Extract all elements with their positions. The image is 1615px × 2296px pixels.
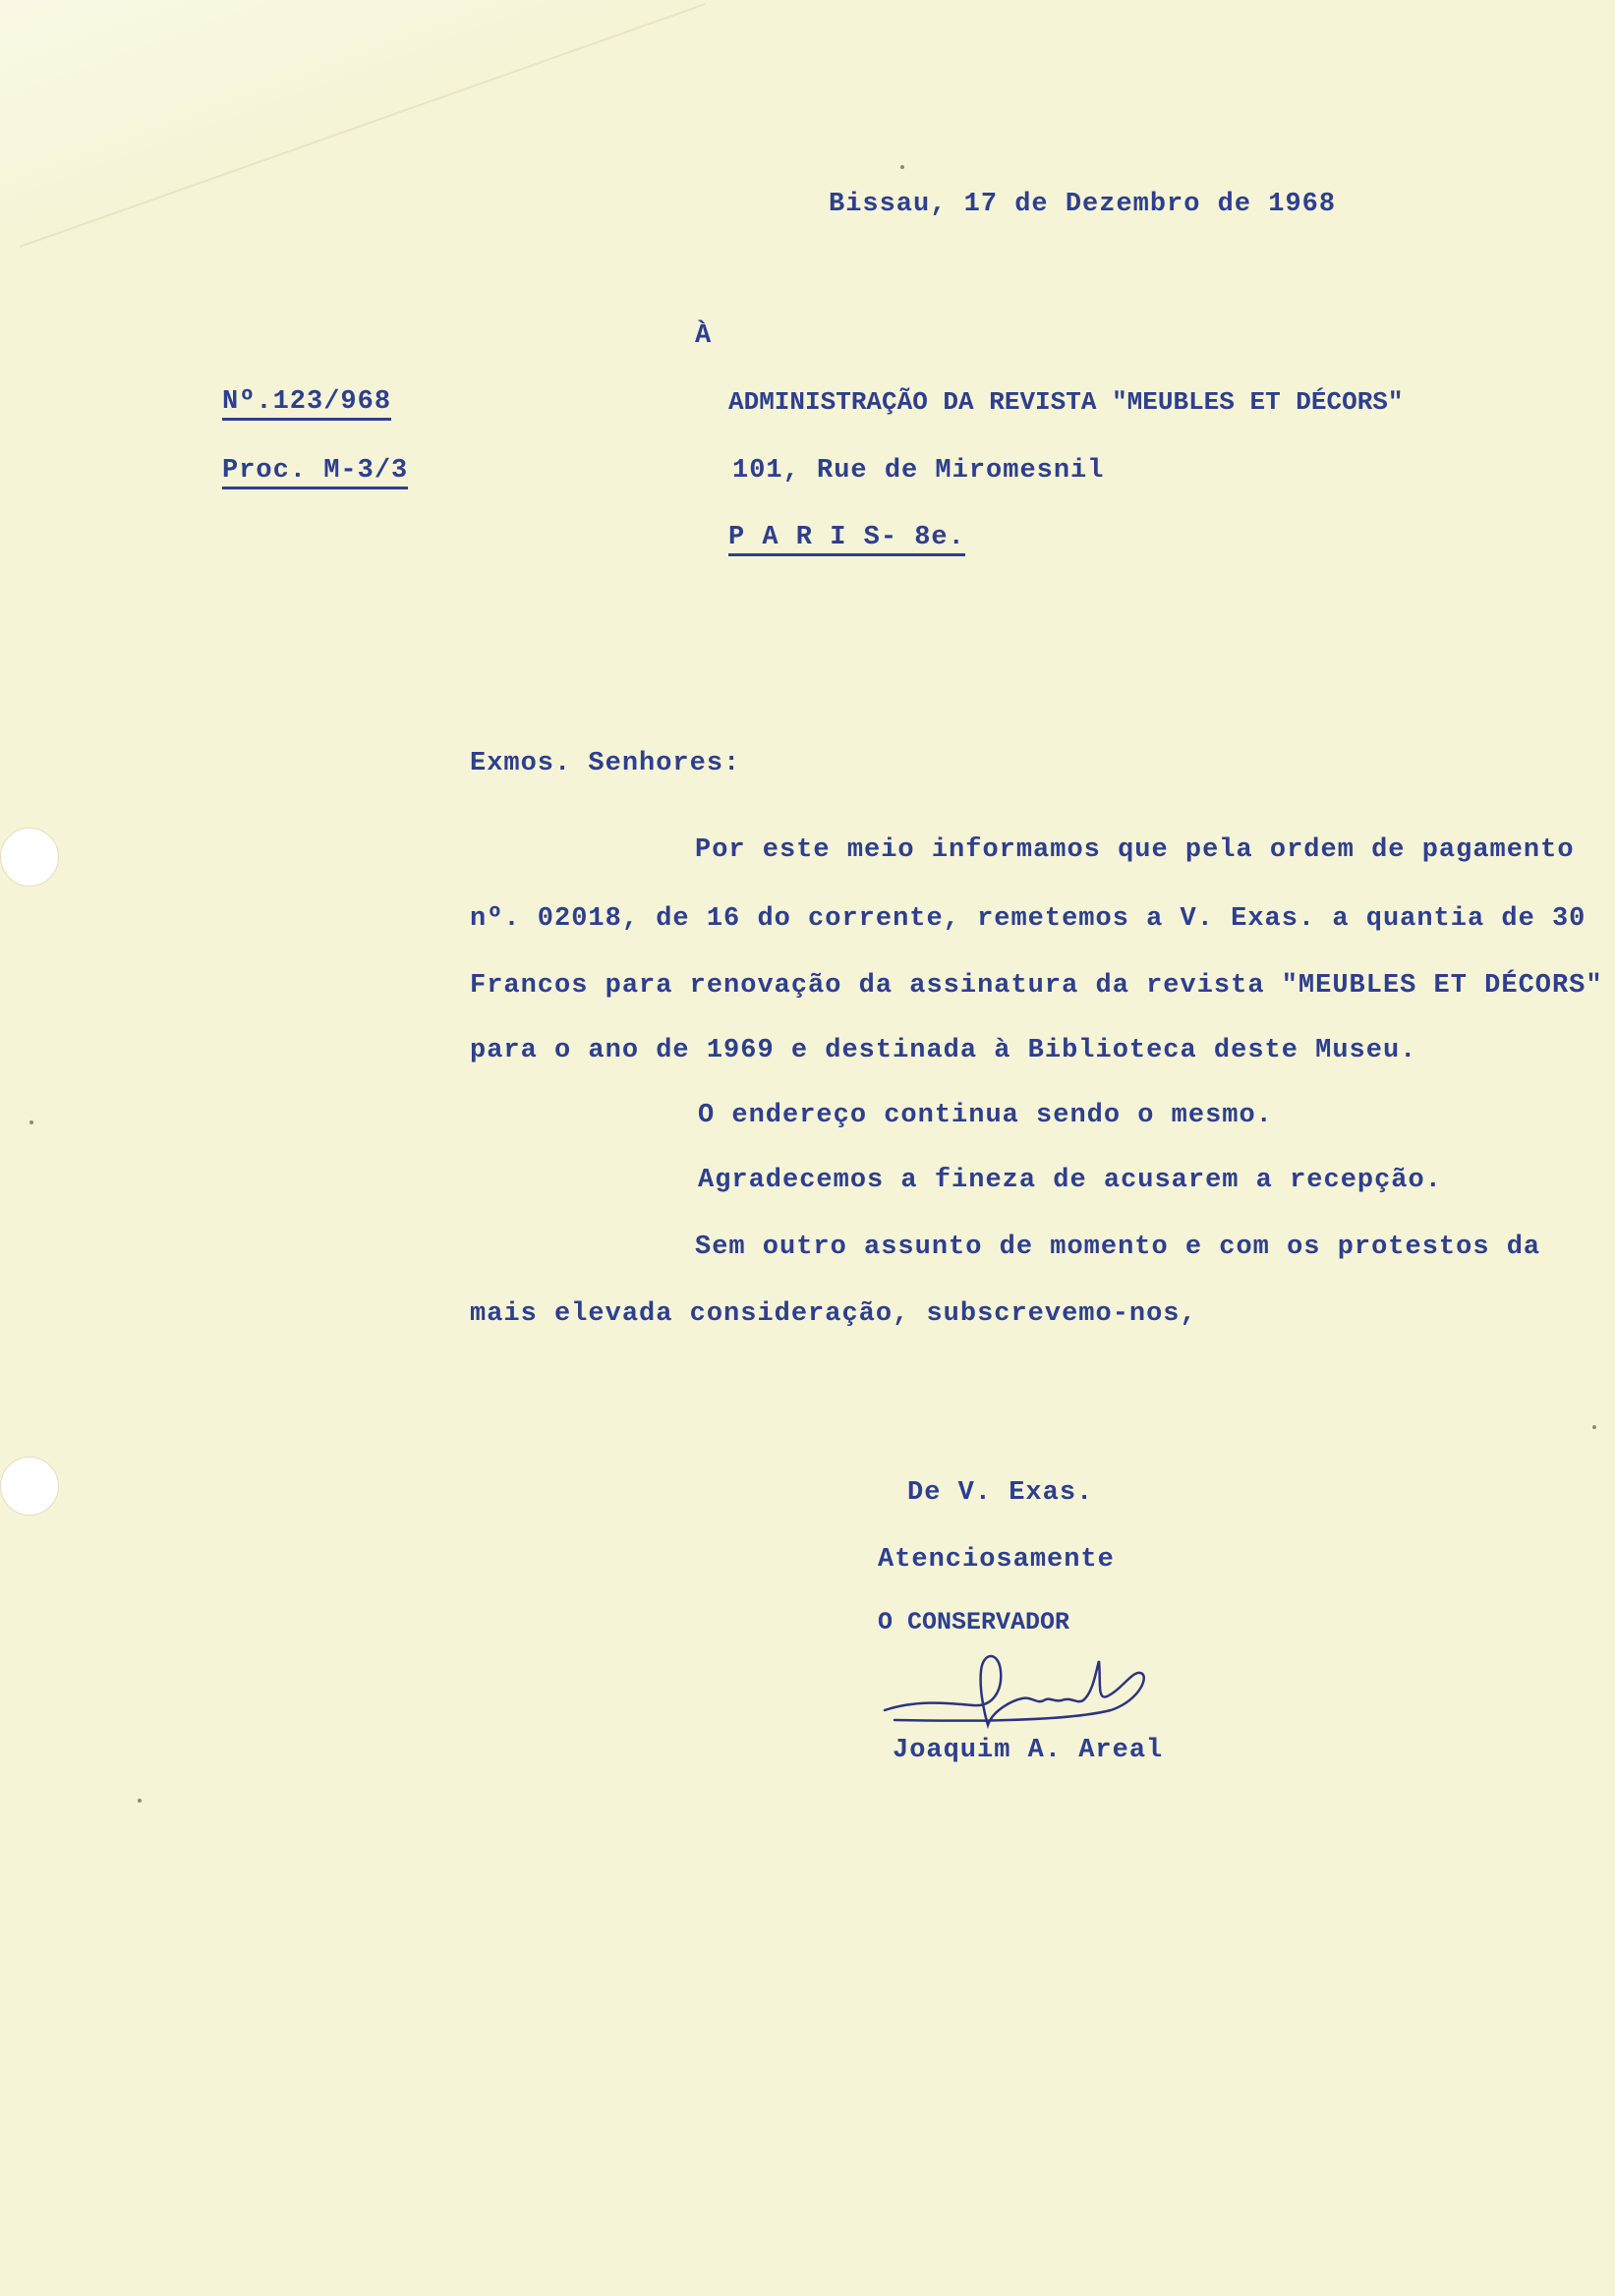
salutation: Exmos. Senhores: [470,749,741,778]
body-line: O endereço continua sendo o mesmo. [698,1101,1273,1130]
signatory-name: Joaquim A. Areal [893,1736,1164,1765]
paper-speck [1592,1425,1596,1429]
body-line: Sem outro assunto de momento e com os protestos da [695,1233,1541,1262]
recipient-name: ADMINISTRAÇÃO DA REVISTA "MEUBLES ET DÉCORS" [728,387,1404,417]
body-line: mais elevada consideração, subscrevemo-nos, [470,1299,1197,1329]
handwritten-signature [875,1632,1170,1740]
recipient-street: 101, Rue de Miromesnil [732,456,1105,486]
punch-hole-lower [0,1457,59,1516]
paper-speck [29,1120,33,1124]
punch-hole-upper [0,828,59,887]
paper-speck [138,1799,142,1803]
paper-speck [900,165,904,169]
reference-number: Nº.123/968 [222,387,391,421]
closing-line: O CONSERVADOR [878,1608,1070,1636]
body-line: Agradecemos a fineza de acusarem a recepção. [698,1166,1442,1195]
recipient-city: P A R I S- 8e. [728,523,965,556]
process-number: Proc. M-3/3 [222,456,408,489]
body-line: Por este meio informamos que pela ordem de pagamento [695,835,1575,865]
body-line: Francos para renovação da assinatura da revista "MEUBLES ET DÉCORS" [470,971,1603,1001]
body-line: para o ano de 1969 e destinada à Biblioteca deste Museu. [470,1036,1417,1065]
date-line: Bissau, 17 de Dezembro de 1968 [829,190,1337,219]
addressee-prefix: À [695,321,713,351]
body-line: nº. 02018, de 16 do corrente, remetemos a V. Exas. a quantia de 30 [470,904,1586,934]
closing-line: Atenciosamente [878,1545,1115,1575]
closing-line: De V. Exas. [907,1478,1094,1508]
